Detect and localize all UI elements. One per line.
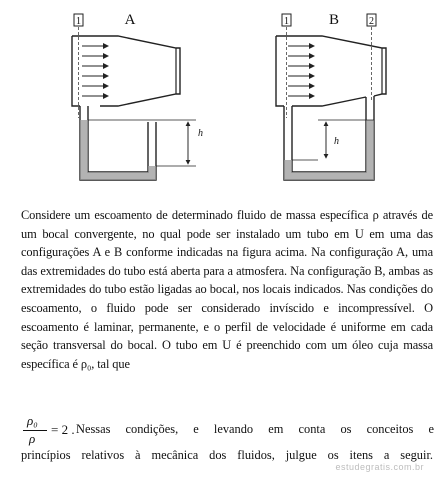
question-paragraph: Considere um escoamento de determinado fluido de massa específica ρ através de um bocal convergente, no qual pode ser instalado um tubo em U em uma das configurações A e B conforme indicadas na figura acima. Na configuração A, uma das extremidades do tubo está aberta para a atmosfera. Na configuração B, ambas as extremidades do tubo estão ligadas ao bocal, nos locais indicados. Nas condições do escoamento, o fluido pode ser considerado invíscido e incompressível. O escoamento é laminar, permanente, e o perfil de velocidade é uniforme em cada seção transversal do bocal. O tubo em U é preenchido com um óleo cuja massa específica é ρ₀, tal que: [21, 208, 433, 371]
closing-line: princípios relativos à mecânica dos fluidos, julgue os itens a seguir.: [21, 448, 433, 462]
u-tube-b: [284, 96, 374, 180]
marker-1-a: 1: [76, 16, 81, 27]
label-a: A: [124, 12, 136, 28]
density-ratio: [21, 413, 75, 449]
question-text: [21, 206, 433, 373]
height-b: h: [334, 136, 339, 147]
fraction-denominator: ρ: [29, 431, 36, 446]
after-fraction-text: Nessas condições, e levando em conta os conceitos e: [76, 422, 434, 436]
flow-arrows-b: [288, 46, 314, 96]
fraction-numerator: ρ₀: [27, 413, 38, 428]
marker-1-b: 1: [284, 16, 289, 27]
u-tube-a: [80, 106, 156, 180]
config-b: [276, 12, 386, 180]
label-b: B: [328, 12, 340, 28]
watermark: estudegratis.com.br: [335, 462, 424, 472]
fraction-equals: = 2 .: [51, 422, 75, 437]
marker-2-b: 2: [369, 16, 374, 27]
flow-arrows-a: [82, 46, 108, 96]
height-a: h: [198, 128, 203, 139]
config-a: [72, 12, 203, 180]
nozzle-utube-figure: [0, 0, 438, 200]
